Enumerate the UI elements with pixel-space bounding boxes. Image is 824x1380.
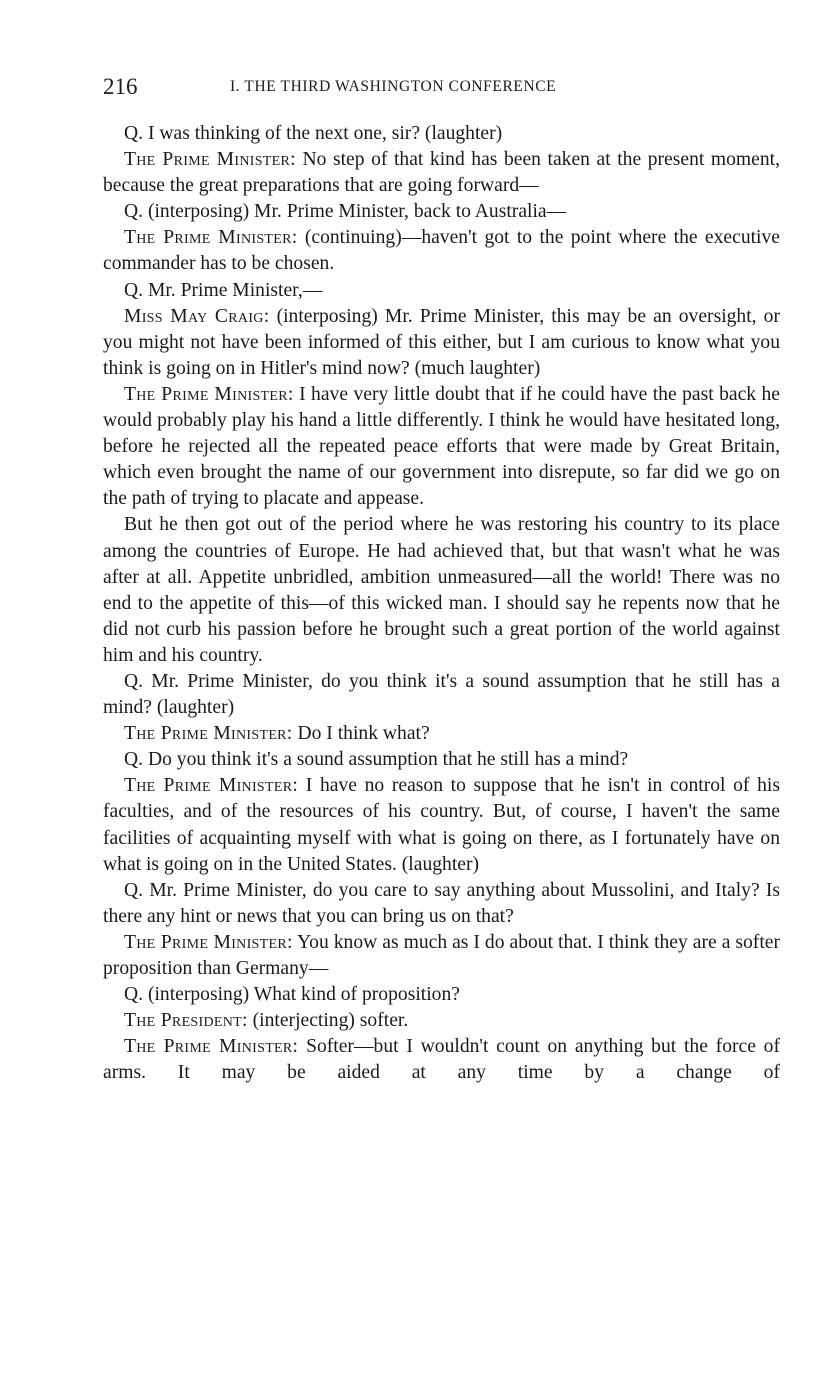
paragraph-text: Do I think what? — [292, 723, 430, 745]
running-title: I. THE THIRD WASHINGTON CONFERENCE — [230, 78, 557, 95]
book-page — [103, 72, 780, 1086]
speaker-name: Miss May Craig: — [124, 305, 270, 327]
paragraph — [103, 199, 780, 225]
page-number: 216 — [103, 74, 138, 99]
speaker-name: The Prime Minister: — [124, 1036, 299, 1058]
paragraph — [103, 382, 780, 512]
paragraph — [103, 147, 780, 199]
paragraph — [103, 930, 780, 982]
speaker-name: The President: — [124, 1010, 248, 1032]
paragraph — [103, 669, 780, 721]
paragraph — [103, 982, 780, 1008]
paragraph-text: Q. Mr. Prime Minister,— — [124, 279, 323, 301]
paragraph — [103, 225, 780, 277]
paragraph — [103, 721, 780, 747]
paragraph — [103, 121, 780, 147]
paragraph — [103, 1034, 780, 1086]
running-head — [103, 72, 780, 108]
paragraph-text: Q. Mr. Prime Minister, do you care to say anything about Mussolini, and Italy? Is there any hint or news that you can bring us on that? — [103, 879, 780, 927]
paragraph-text: Q. I was thinking of the next one, sir? (laughter) — [124, 123, 503, 144]
paragraph-text: (interposing) Mr. Prime Minister, this may be an oversight, or you might not have been informed of this either, but I am curious to know what you think is going on in Hitler's mind now? (much laughter) — [103, 305, 780, 379]
paragraph-text: You know as much as I do about that. I think they are a softer proposition than Germany— — [103, 931, 780, 979]
paragraph — [103, 278, 780, 304]
paragraph-text: Q. Do you think it's a sound assumption that he still has a mind? — [124, 749, 629, 771]
paragraph — [103, 304, 780, 382]
paragraph-text: I have no reason to suppose that he isn't in control of his faculties, and of the resources of his country. But, of course, I haven't the same facilities of acquainting myself with what is going on there, as I fortunately have on what is going on in the United States. (laughter) — [103, 775, 780, 875]
paragraph — [103, 773, 780, 877]
body-text — [103, 121, 780, 1086]
paragraph-text: Softer—but I wouldn't count on anything but the force of arms. It may be aided at any time by a change of — [103, 1036, 780, 1084]
speaker-name: The Prime Minister: — [124, 383, 294, 405]
paragraph-text: (continuing)—haven't got to the point where the executive commander has to be chosen. — [103, 227, 780, 275]
paragraph — [103, 747, 780, 773]
speaker-name: The Prime Minister: — [124, 723, 293, 745]
paragraph-text: I have very little doubt that if he could have the past back he would probably play his hand a little differently. I think he would have hesitated long, before he rejected all the repeated peace efforts that were made by Great Britain, which even brought the name of our government into disrepute, so far did we go on the path of trying to placate and appease. — [103, 383, 780, 510]
paragraph-text: Q. (interposing) What kind of proposition? — [124, 984, 460, 1006]
paragraph-text: Q. Mr. Prime Minister, do you think it's a sound assumption that he still has a mind? (laughter) — [103, 670, 780, 719]
speaker-name: The Prime Minister: — [124, 931, 293, 953]
paragraph-text: No step of that kind has been taken at the present moment, because the great preparations that are going forward— — [103, 149, 780, 197]
paragraph — [103, 1008, 780, 1034]
paragraph — [103, 512, 780, 669]
speaker-name: The Prime Minister: — [124, 227, 298, 249]
speaker-name: The Prime Minister: — [124, 775, 299, 797]
paragraph-text: (interjecting) softer. — [247, 1010, 409, 1032]
paragraph-text: But he then got out of the period where he was restoring his country to its place among the countries of Europe. He had achieved that, but that wasn't what he was after at all. Appetite unbridled, ambition unmeasured—all the world! There was no end to the appetite of this—of this wicked man. I should say he repents now that he did not curb his passion before he brought such a great portion of the world against him and his country. — [103, 514, 780, 666]
paragraph — [103, 878, 780, 930]
paragraph-text: Q. (interposing) Mr. Prime Minister, back to Australia— — [124, 201, 567, 223]
speaker-name: The Prime Minister: — [124, 149, 296, 171]
